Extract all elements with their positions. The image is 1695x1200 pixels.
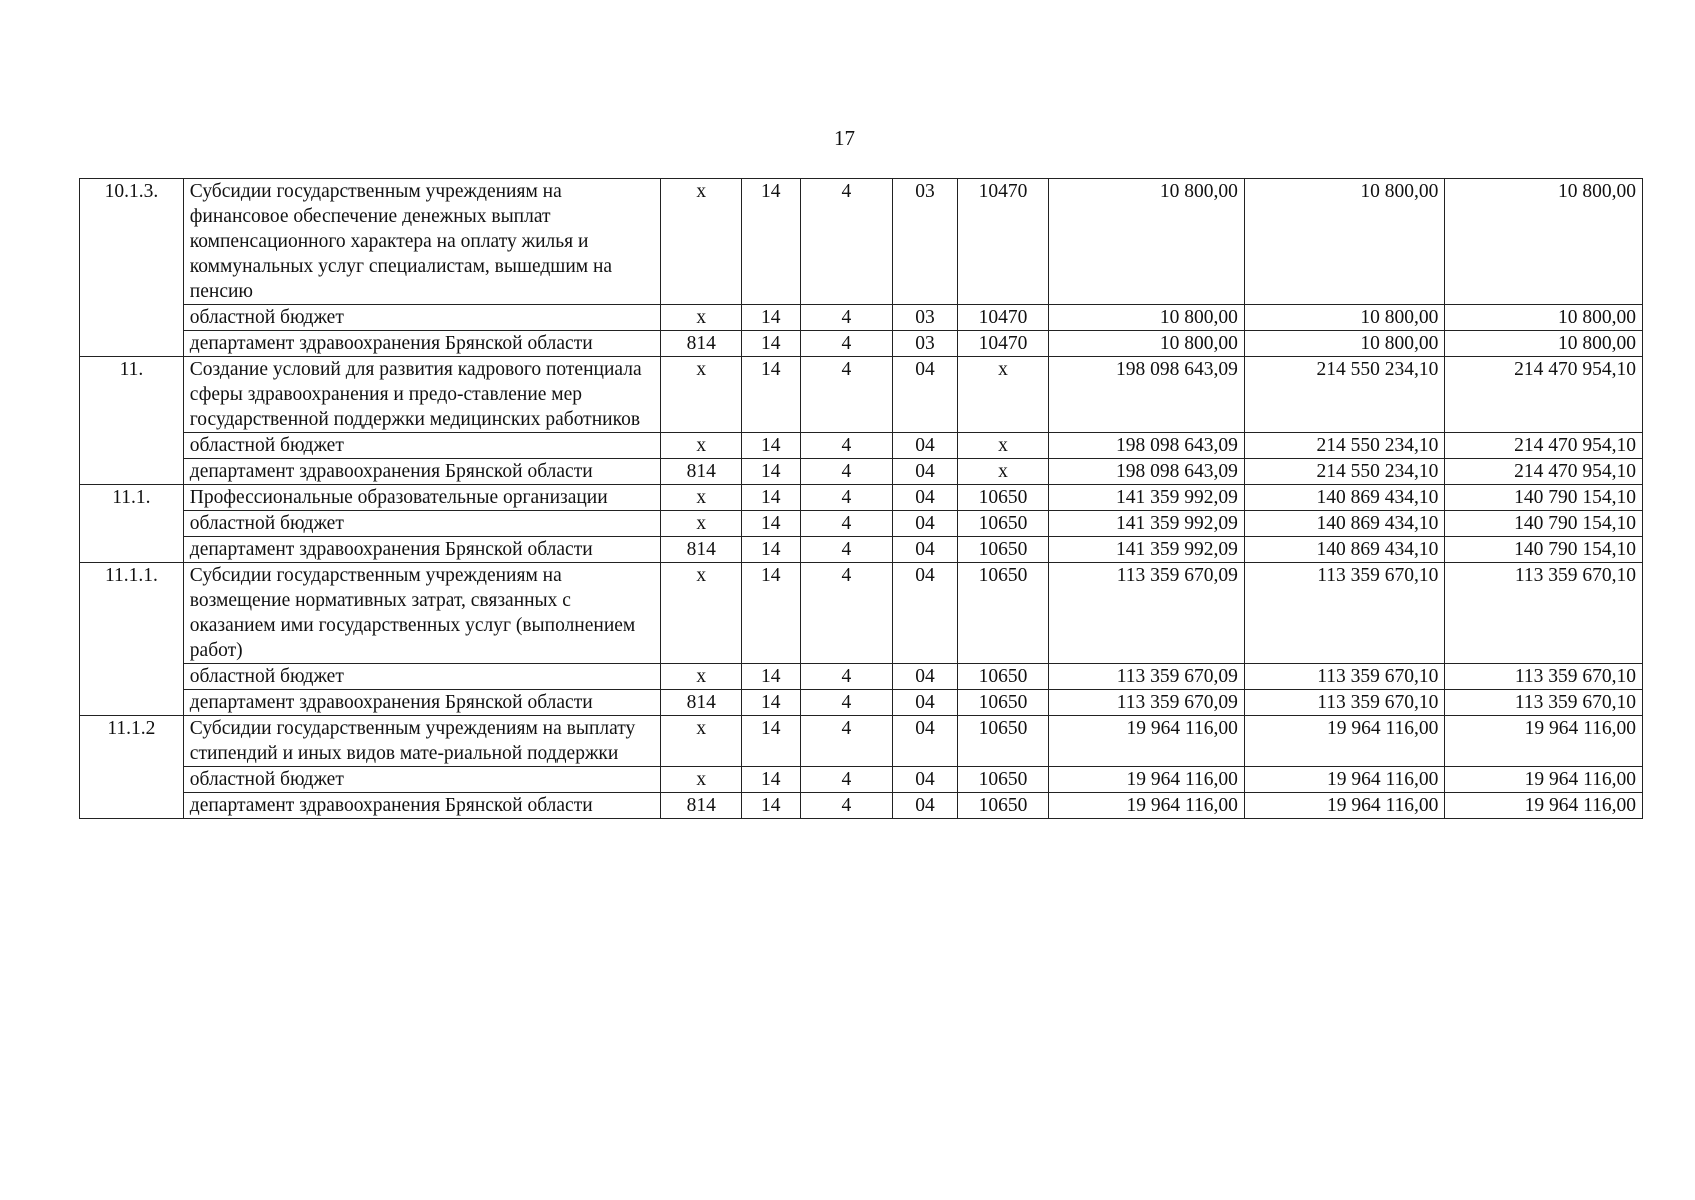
cell-code-4: 10470 <box>957 179 1049 305</box>
cell-amount-year-1: 141 359 992,09 <box>1049 485 1245 511</box>
cell-code-3: 04 <box>893 664 957 690</box>
cell-code-1: 14 <box>742 537 800 563</box>
cell-code-3: 04 <box>893 433 957 459</box>
table-row <box>80 690 1643 716</box>
budget-table <box>79 178 1643 819</box>
cell-code-1: 14 <box>742 459 800 485</box>
cell-amount-year-3: 214 470 954,10 <box>1445 433 1643 459</box>
cell-code-3: 04 <box>893 690 957 716</box>
cell-name: Субсидии государственным учреждениям на финансовое обеспечение денежных выплат компенсационного характера на оплату жилья и коммунальных услуг специалистам, вышедшим на пенсию <box>183 179 661 305</box>
cell-code-2: 4 <box>800 563 893 664</box>
cell-amount-year-2: 19 964 116,00 <box>1244 716 1445 767</box>
cell-grbs: х <box>661 767 742 793</box>
cell-amount-year-3: 19 964 116,00 <box>1445 716 1643 767</box>
cell-code-2: 4 <box>800 305 893 331</box>
cell-code-2: 4 <box>800 793 893 819</box>
cell-amount-year-1: 19 964 116,00 <box>1049 716 1245 767</box>
table-row <box>80 459 1643 485</box>
cell-code-2: 4 <box>800 433 893 459</box>
cell-amount-year-2: 19 964 116,00 <box>1244 793 1445 819</box>
table-row <box>80 537 1643 563</box>
cell-amount-year-2: 10 800,00 <box>1244 179 1445 305</box>
cell-code-4: х <box>957 459 1049 485</box>
cell-code-1: 14 <box>742 179 800 305</box>
cell-amount-year-3: 140 790 154,10 <box>1445 537 1643 563</box>
cell-grbs: 814 <box>661 793 742 819</box>
cell-amount-year-2: 214 550 234,10 <box>1244 459 1445 485</box>
cell-code-3: 03 <box>893 179 957 305</box>
cell-code-1: 14 <box>742 767 800 793</box>
cell-name: областной бюджет <box>183 305 661 331</box>
cell-code-3: 04 <box>893 563 957 664</box>
table-row <box>80 563 1643 664</box>
cell-amount-year-2: 10 800,00 <box>1244 331 1445 357</box>
cell-code-1: 14 <box>742 485 800 511</box>
table-row <box>80 433 1643 459</box>
table-row <box>80 511 1643 537</box>
cell-code-4: 10650 <box>957 485 1049 511</box>
cell-code-3: 04 <box>893 537 957 563</box>
cell-code-3: 04 <box>893 793 957 819</box>
table-row <box>80 357 1643 433</box>
cell-amount-year-3: 140 790 154,10 <box>1445 511 1643 537</box>
cell-code-3: 04 <box>893 459 957 485</box>
cell-name: областной бюджет <box>183 767 661 793</box>
cell-grbs: 814 <box>661 331 742 357</box>
cell-code-3: 04 <box>893 357 957 433</box>
cell-amount-year-3: 113 359 670,10 <box>1445 563 1643 664</box>
cell-code-1: 14 <box>742 793 800 819</box>
cell-code-4: 10650 <box>957 767 1049 793</box>
cell-code-4: 10650 <box>957 716 1049 767</box>
cell-item-number: 11. <box>80 357 184 485</box>
cell-amount-year-1: 19 964 116,00 <box>1049 767 1245 793</box>
cell-amount-year-1: 10 800,00 <box>1049 305 1245 331</box>
cell-amount-year-2: 140 869 434,10 <box>1244 537 1445 563</box>
cell-amount-year-2: 113 359 670,10 <box>1244 563 1445 664</box>
table-row <box>80 179 1643 305</box>
cell-amount-year-1: 198 098 643,09 <box>1049 459 1245 485</box>
cell-amount-year-3: 214 470 954,10 <box>1445 459 1643 485</box>
cell-amount-year-2: 113 359 670,10 <box>1244 664 1445 690</box>
cell-name: Профессиональные образовательные организации <box>183 485 661 511</box>
cell-code-3: 04 <box>893 767 957 793</box>
cell-code-2: 4 <box>800 664 893 690</box>
cell-code-2: 4 <box>800 179 893 305</box>
cell-code-2: 4 <box>800 357 893 433</box>
cell-amount-year-1: 113 359 670,09 <box>1049 664 1245 690</box>
cell-name: областной бюджет <box>183 511 661 537</box>
cell-amount-year-2: 10 800,00 <box>1244 305 1445 331</box>
cell-name: департамент здравоохранения Брянской области <box>183 331 661 357</box>
cell-code-1: 14 <box>742 357 800 433</box>
cell-grbs: 814 <box>661 690 742 716</box>
cell-code-1: 14 <box>742 511 800 537</box>
cell-amount-year-2: 214 550 234,10 <box>1244 357 1445 433</box>
cell-amount-year-1: 141 359 992,09 <box>1049 537 1245 563</box>
cell-amount-year-2: 140 869 434,10 <box>1244 485 1445 511</box>
cell-name: областной бюджет <box>183 433 661 459</box>
cell-code-2: 4 <box>800 537 893 563</box>
cell-code-1: 14 <box>742 433 800 459</box>
cell-amount-year-3: 10 800,00 <box>1445 179 1643 305</box>
cell-amount-year-1: 10 800,00 <box>1049 331 1245 357</box>
cell-code-4: 10650 <box>957 537 1049 563</box>
cell-name: областной бюджет <box>183 664 661 690</box>
cell-amount-year-3: 19 964 116,00 <box>1445 767 1643 793</box>
cell-code-2: 4 <box>800 485 893 511</box>
cell-name: Субсидии государственным учреждениям на выплату стипендий и иных видов мате-риальной поддержки <box>183 716 661 767</box>
cell-code-1: 14 <box>742 331 800 357</box>
cell-code-4: 10650 <box>957 690 1049 716</box>
cell-code-1: 14 <box>742 716 800 767</box>
page-number: 17 <box>834 126 855 150</box>
cell-code-3: 04 <box>893 511 957 537</box>
cell-grbs: х <box>661 511 742 537</box>
cell-grbs: 814 <box>661 537 742 563</box>
cell-code-4: х <box>957 357 1049 433</box>
table-row <box>80 716 1643 767</box>
cell-code-4: 10650 <box>957 793 1049 819</box>
cell-item-number: 11.1.1. <box>80 563 184 716</box>
cell-amount-year-3: 214 470 954,10 <box>1445 357 1643 433</box>
cell-grbs: 814 <box>661 459 742 485</box>
cell-code-4: 10470 <box>957 305 1049 331</box>
cell-amount-year-3: 113 359 670,10 <box>1445 664 1643 690</box>
cell-item-number: 11.1.2 <box>80 716 184 819</box>
cell-grbs: х <box>661 664 742 690</box>
cell-amount-year-2: 113 359 670,10 <box>1244 690 1445 716</box>
cell-name: Субсидии государственным учреждениям на возмещение нормативных затрат, связанных с оказанием ими государственных услуг (выполнением работ) <box>183 563 661 664</box>
cell-code-4: 10650 <box>957 563 1049 664</box>
cell-code-4: 10470 <box>957 331 1049 357</box>
cell-code-1: 14 <box>742 690 800 716</box>
table-row <box>80 767 1643 793</box>
cell-code-2: 4 <box>800 459 893 485</box>
cell-amount-year-3: 19 964 116,00 <box>1445 793 1643 819</box>
cell-code-4: 10650 <box>957 511 1049 537</box>
cell-amount-year-1: 19 964 116,00 <box>1049 793 1245 819</box>
cell-grbs: х <box>661 357 742 433</box>
cell-grbs: х <box>661 179 742 305</box>
cell-amount-year-3: 10 800,00 <box>1445 305 1643 331</box>
cell-code-3: 04 <box>893 485 957 511</box>
cell-amount-year-1: 198 098 643,09 <box>1049 357 1245 433</box>
cell-code-3: 03 <box>893 331 957 357</box>
cell-code-2: 4 <box>800 767 893 793</box>
cell-amount-year-2: 140 869 434,10 <box>1244 511 1445 537</box>
table-row <box>80 305 1643 331</box>
cell-name: департамент здравоохранения Брянской области <box>183 690 661 716</box>
cell-code-2: 4 <box>800 690 893 716</box>
cell-item-number: 11.1. <box>80 485 184 563</box>
cell-name: департамент здравоохранения Брянской области <box>183 793 661 819</box>
cell-code-2: 4 <box>800 511 893 537</box>
cell-amount-year-1: 10 800,00 <box>1049 179 1245 305</box>
cell-name: Создание условий для развития кадрового потенциала сферы здравоохранения и предо-ставление мер государственной поддержки медицинских работников <box>183 357 661 433</box>
cell-grbs: х <box>661 485 742 511</box>
cell-code-1: 14 <box>742 305 800 331</box>
cell-code-3: 03 <box>893 305 957 331</box>
cell-item-number: 10.1.3. <box>80 179 184 357</box>
cell-name: департамент здравоохранения Брянской области <box>183 537 661 563</box>
cell-amount-year-3: 113 359 670,10 <box>1445 690 1643 716</box>
cell-amount-year-2: 214 550 234,10 <box>1244 433 1445 459</box>
cell-amount-year-3: 10 800,00 <box>1445 331 1643 357</box>
cell-code-4: х <box>957 433 1049 459</box>
cell-amount-year-1: 141 359 992,09 <box>1049 511 1245 537</box>
cell-grbs: х <box>661 563 742 664</box>
cell-grbs: х <box>661 716 742 767</box>
cell-code-1: 14 <box>742 563 800 664</box>
cell-amount-year-1: 198 098 643,09 <box>1049 433 1245 459</box>
cell-code-2: 4 <box>800 331 893 357</box>
table-row <box>80 793 1643 819</box>
cell-code-4: 10650 <box>957 664 1049 690</box>
cell-code-1: 14 <box>742 664 800 690</box>
cell-amount-year-3: 140 790 154,10 <box>1445 485 1643 511</box>
cell-code-2: 4 <box>800 716 893 767</box>
table-row <box>80 485 1643 511</box>
table-row <box>80 331 1643 357</box>
table-row <box>80 664 1643 690</box>
cell-code-3: 04 <box>893 716 957 767</box>
cell-name: департамент здравоохранения Брянской области <box>183 459 661 485</box>
cell-amount-year-1: 113 359 670,09 <box>1049 690 1245 716</box>
cell-grbs: х <box>661 305 742 331</box>
cell-grbs: х <box>661 433 742 459</box>
cell-amount-year-1: 113 359 670,09 <box>1049 563 1245 664</box>
cell-amount-year-2: 19 964 116,00 <box>1244 767 1445 793</box>
